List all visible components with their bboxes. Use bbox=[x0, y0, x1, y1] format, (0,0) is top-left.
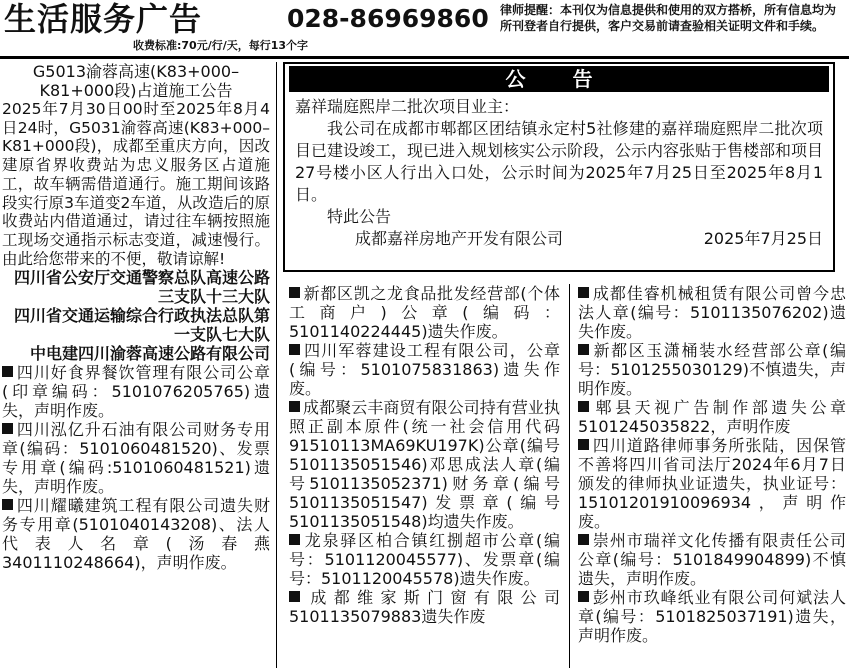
bullet-square-icon bbox=[578, 401, 589, 412]
list-item: 成都聚云丰商贸有限公司持有营业执照正副本原件(统一社会信用代码91510113MA69KU197K)公章(编号5101135051546)邓思成法人章(编号5101135052371)财务章(编号5101135051547)发票章(编号5101135051548)均遗失作废。 bbox=[289, 398, 560, 531]
bullet-square-icon bbox=[578, 287, 589, 298]
ad-header bbox=[0, 0, 849, 59]
bullet-square-icon bbox=[578, 439, 589, 450]
notice-date: 2025年7月25日 bbox=[703, 229, 823, 248]
notice-addressee: 嘉祥瑞庭熙岸二批次项目业主： bbox=[295, 97, 520, 116]
list-item: 四川道路律师事务所张陆，因保管不善将四川省司法厅2024年6月7日颁发的律师执业证遗失，执业证号：15101201910096934，声明作废。 bbox=[578, 436, 846, 531]
bullet-square-icon bbox=[289, 591, 300, 602]
notice-body: 我公司在成都市郫都区团结镇永定村5社修建的嘉祥瑞庭熙岸二批次项目已建设竣工，现已进入规划核实公示阶段，公示内容张贴于售楼部和项目27号楼小区人行出入口处，公示时间为2025年7月25日至2025年8月1日。 bbox=[295, 119, 824, 204]
bullet-square-icon bbox=[578, 534, 589, 545]
list-item: 新都区玉潇桶装水经营部公章(编号：5101255030129)不慎遗失，声明作废。 bbox=[578, 341, 846, 398]
bullet-square-icon bbox=[289, 401, 300, 412]
list-item: 四川好食界餐饮管理有限公司公章(印章编码：5101076205765)遗失，声明作废。 bbox=[2, 363, 270, 421]
lawyer-note: 律师提醒：本刊仅为信息提供和使用的双方搭桥，所有信息均为所刊登者自行提供，客户交易前请查验相关证明文件和手续。 bbox=[500, 3, 837, 33]
bullet-square-icon bbox=[2, 423, 13, 434]
bullet-square-icon bbox=[2, 499, 13, 510]
road-notice-signer-company: 中电建四川渝蓉高速公路有限公司 bbox=[29, 344, 270, 364]
road-notice-title-1: G5013渝蓉高速(K83+000– bbox=[32, 62, 240, 81]
section-title: 生活服务广告 bbox=[4, 0, 203, 38]
list-item: 新都区凯之龙食品批发经营部(个体工商户)公章(编码：5101140224445)遗失作废。 bbox=[289, 284, 560, 341]
bullet-square-icon bbox=[578, 344, 589, 355]
column-middle bbox=[289, 284, 560, 626]
bullet-square-icon bbox=[2, 366, 13, 377]
column-right bbox=[578, 284, 846, 645]
list-item: 崇州市瑞祥文化传播有限责任公司公章(编号：5101849904899)不慎遗失，声明作废。 bbox=[578, 531, 846, 588]
list-item: 彭州市玖峰纸业有限公司何斌法人章(编号：5101825037191)遗失，声明作废。 bbox=[578, 588, 846, 645]
list-item: 龙泉驿区柏合镇红捌超市公章(编号：5101120045577)、发票章(编号：5101120045578)遗失作废。 bbox=[289, 531, 560, 588]
road-notice-title-2: K81+000段)占道施工公告 bbox=[39, 81, 233, 100]
list-item: 成都维家斯门窗有限公司5101135079883遗失作废 bbox=[289, 588, 560, 626]
column-divider bbox=[276, 62, 277, 668]
column-divider bbox=[569, 284, 570, 668]
notice-title: 公 告 bbox=[289, 66, 829, 92]
notice-closing: 特此公告 bbox=[327, 207, 392, 226]
list-item: 成都佳睿机械租赁有限公司曾今忠法人章(编号：5101135076202)遗失作废。 bbox=[578, 284, 846, 341]
road-notice-body: 2025年7月30日00时至2025年8月4日24时，G5031渝蓉高速(K83+000–K81+000段)，成都至重庆方向，因改建原省界收费站为忠义服务区占道施工，故车辆需借道通行。施工期间该路段实行原3车道变2车道，从改造后的原收费站内借道通过，请过往车辆按照施工现场交通指示标志变道，减速慢行。由此给您带来的不便，敬请谅解! bbox=[2, 100, 270, 268]
list-item: 四川泓亿升石油有限公司财务专用章(编码：5101060481520)、发票专用章(编码:5101060481521)遗失，声明作废。 bbox=[2, 420, 270, 497]
notice-company: 成都嘉祥房地产开发有限公司 bbox=[355, 229, 564, 248]
bullet-square-icon bbox=[289, 344, 300, 355]
list-item: 郫县天视广告制作部遗失公章5101245035822，声明作废 bbox=[578, 398, 846, 436]
bullet-square-icon bbox=[289, 534, 300, 545]
fee-standard: 收费标准:70元/行/天，每行13个字 bbox=[133, 39, 309, 52]
bullet-square-icon bbox=[289, 287, 300, 298]
public-notice-box bbox=[283, 62, 835, 272]
list-item: 四川耀曦建筑工程有限公司遗失财务专用章(5101040143208)、法人代表人名章(汤春燕3401110248664)，声明作废。 bbox=[2, 496, 270, 573]
bullet-square-icon bbox=[578, 591, 589, 602]
list-item: 四川军蓉建设工程有限公司，公章(编号：5101075831863)遗失作废。 bbox=[289, 341, 560, 398]
column-left bbox=[2, 62, 270, 572]
hotline-phone: 028-86969860 bbox=[287, 4, 489, 33]
road-notice-signer-police: 四川省公安厅交通警察总队高速公路三支队十三大队 bbox=[13, 268, 270, 307]
road-notice-signer-enforcement: 四川省交通运输综合行政执法总队第一支队七大队 bbox=[13, 306, 270, 345]
